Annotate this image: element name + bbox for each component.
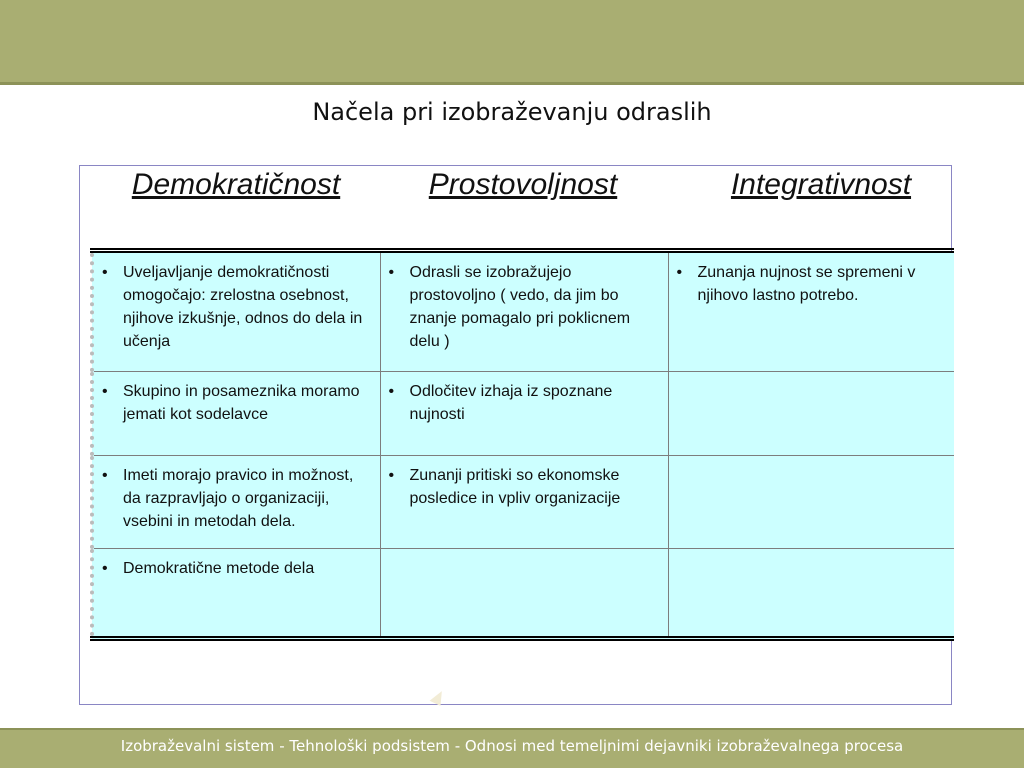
item-text: Uveljavljanje demokratičnosti omogočajo: zrelostna osebnost, njihove izkušnje, odnos do dela in učenja [123, 264, 363, 350]
bullet-icon: • [676, 264, 683, 281]
bullet-icon: • [388, 264, 395, 281]
column-header-integrativnost: Integrativnost [730, 168, 912, 201]
bullet-icon: • [102, 264, 108, 281]
list-item [100, 380, 374, 426]
table-row [92, 549, 954, 639]
table-cell [380, 372, 668, 456]
list-item [675, 261, 949, 307]
footer-text: Izobraževalni sistem - Tehnološki podsistem - Odnosi med temeljnimi dejavniki izobraževalnega procesa [120, 737, 904, 755]
list-item [100, 261, 374, 353]
table-cell [92, 372, 380, 456]
list-item [100, 464, 374, 533]
table-cell [92, 456, 380, 549]
table-cell [668, 456, 954, 549]
principles-table [90, 248, 952, 641]
table-row [92, 372, 954, 456]
bullet-icon: • [102, 560, 108, 577]
table-cell [380, 456, 668, 549]
table-cell [92, 251, 380, 372]
item-text: Imeti morajo pravico in možnost, da razpravljajo o organizaciji, vsebini in metodah dela. [123, 467, 354, 530]
bullet-icon: • [102, 467, 108, 484]
table-cell [380, 549, 668, 639]
top-banner [0, 0, 1024, 85]
table-cell [380, 251, 668, 372]
list-item [387, 261, 662, 353]
table-cell [668, 549, 954, 639]
item-text: Odločitev izhaja iz spoznane nujnosti [409, 383, 613, 423]
bullet-icon: • [388, 383, 395, 400]
table-cell [668, 372, 954, 456]
table-cell [92, 549, 380, 639]
item-text: Zunanji pritiski so ekonomske posledice in vpliv organizacije [409, 467, 621, 507]
table-cell [668, 251, 954, 372]
list-item [387, 464, 662, 510]
list-item [387, 380, 662, 426]
item-text: Skupino in posameznika moramo jemati kot sodelavce [123, 383, 360, 423]
item-text: Demokratične metode dela [123, 560, 315, 577]
column-headers [90, 168, 952, 238]
item-text: Odrasli se izobražujejo prostovoljno ( vedo, da jim bo znanje pomagalo pri poklicnem delu ) [409, 264, 631, 350]
column-header-demokraticnost: Demokratičnost [131, 168, 341, 201]
table-row [92, 456, 954, 549]
column-header-prostovoljnost: Prostovoljnost [428, 168, 618, 201]
bullet-icon: • [388, 467, 395, 484]
bullet-icon: • [102, 383, 108, 400]
list-item [100, 557, 374, 580]
item-text: Zunanja nujnost se spremeni v njihovo lastno potrebo. [697, 264, 916, 304]
slide-title: Načela pri izobraževanju odraslih [312, 98, 712, 126]
table-row [92, 251, 954, 372]
